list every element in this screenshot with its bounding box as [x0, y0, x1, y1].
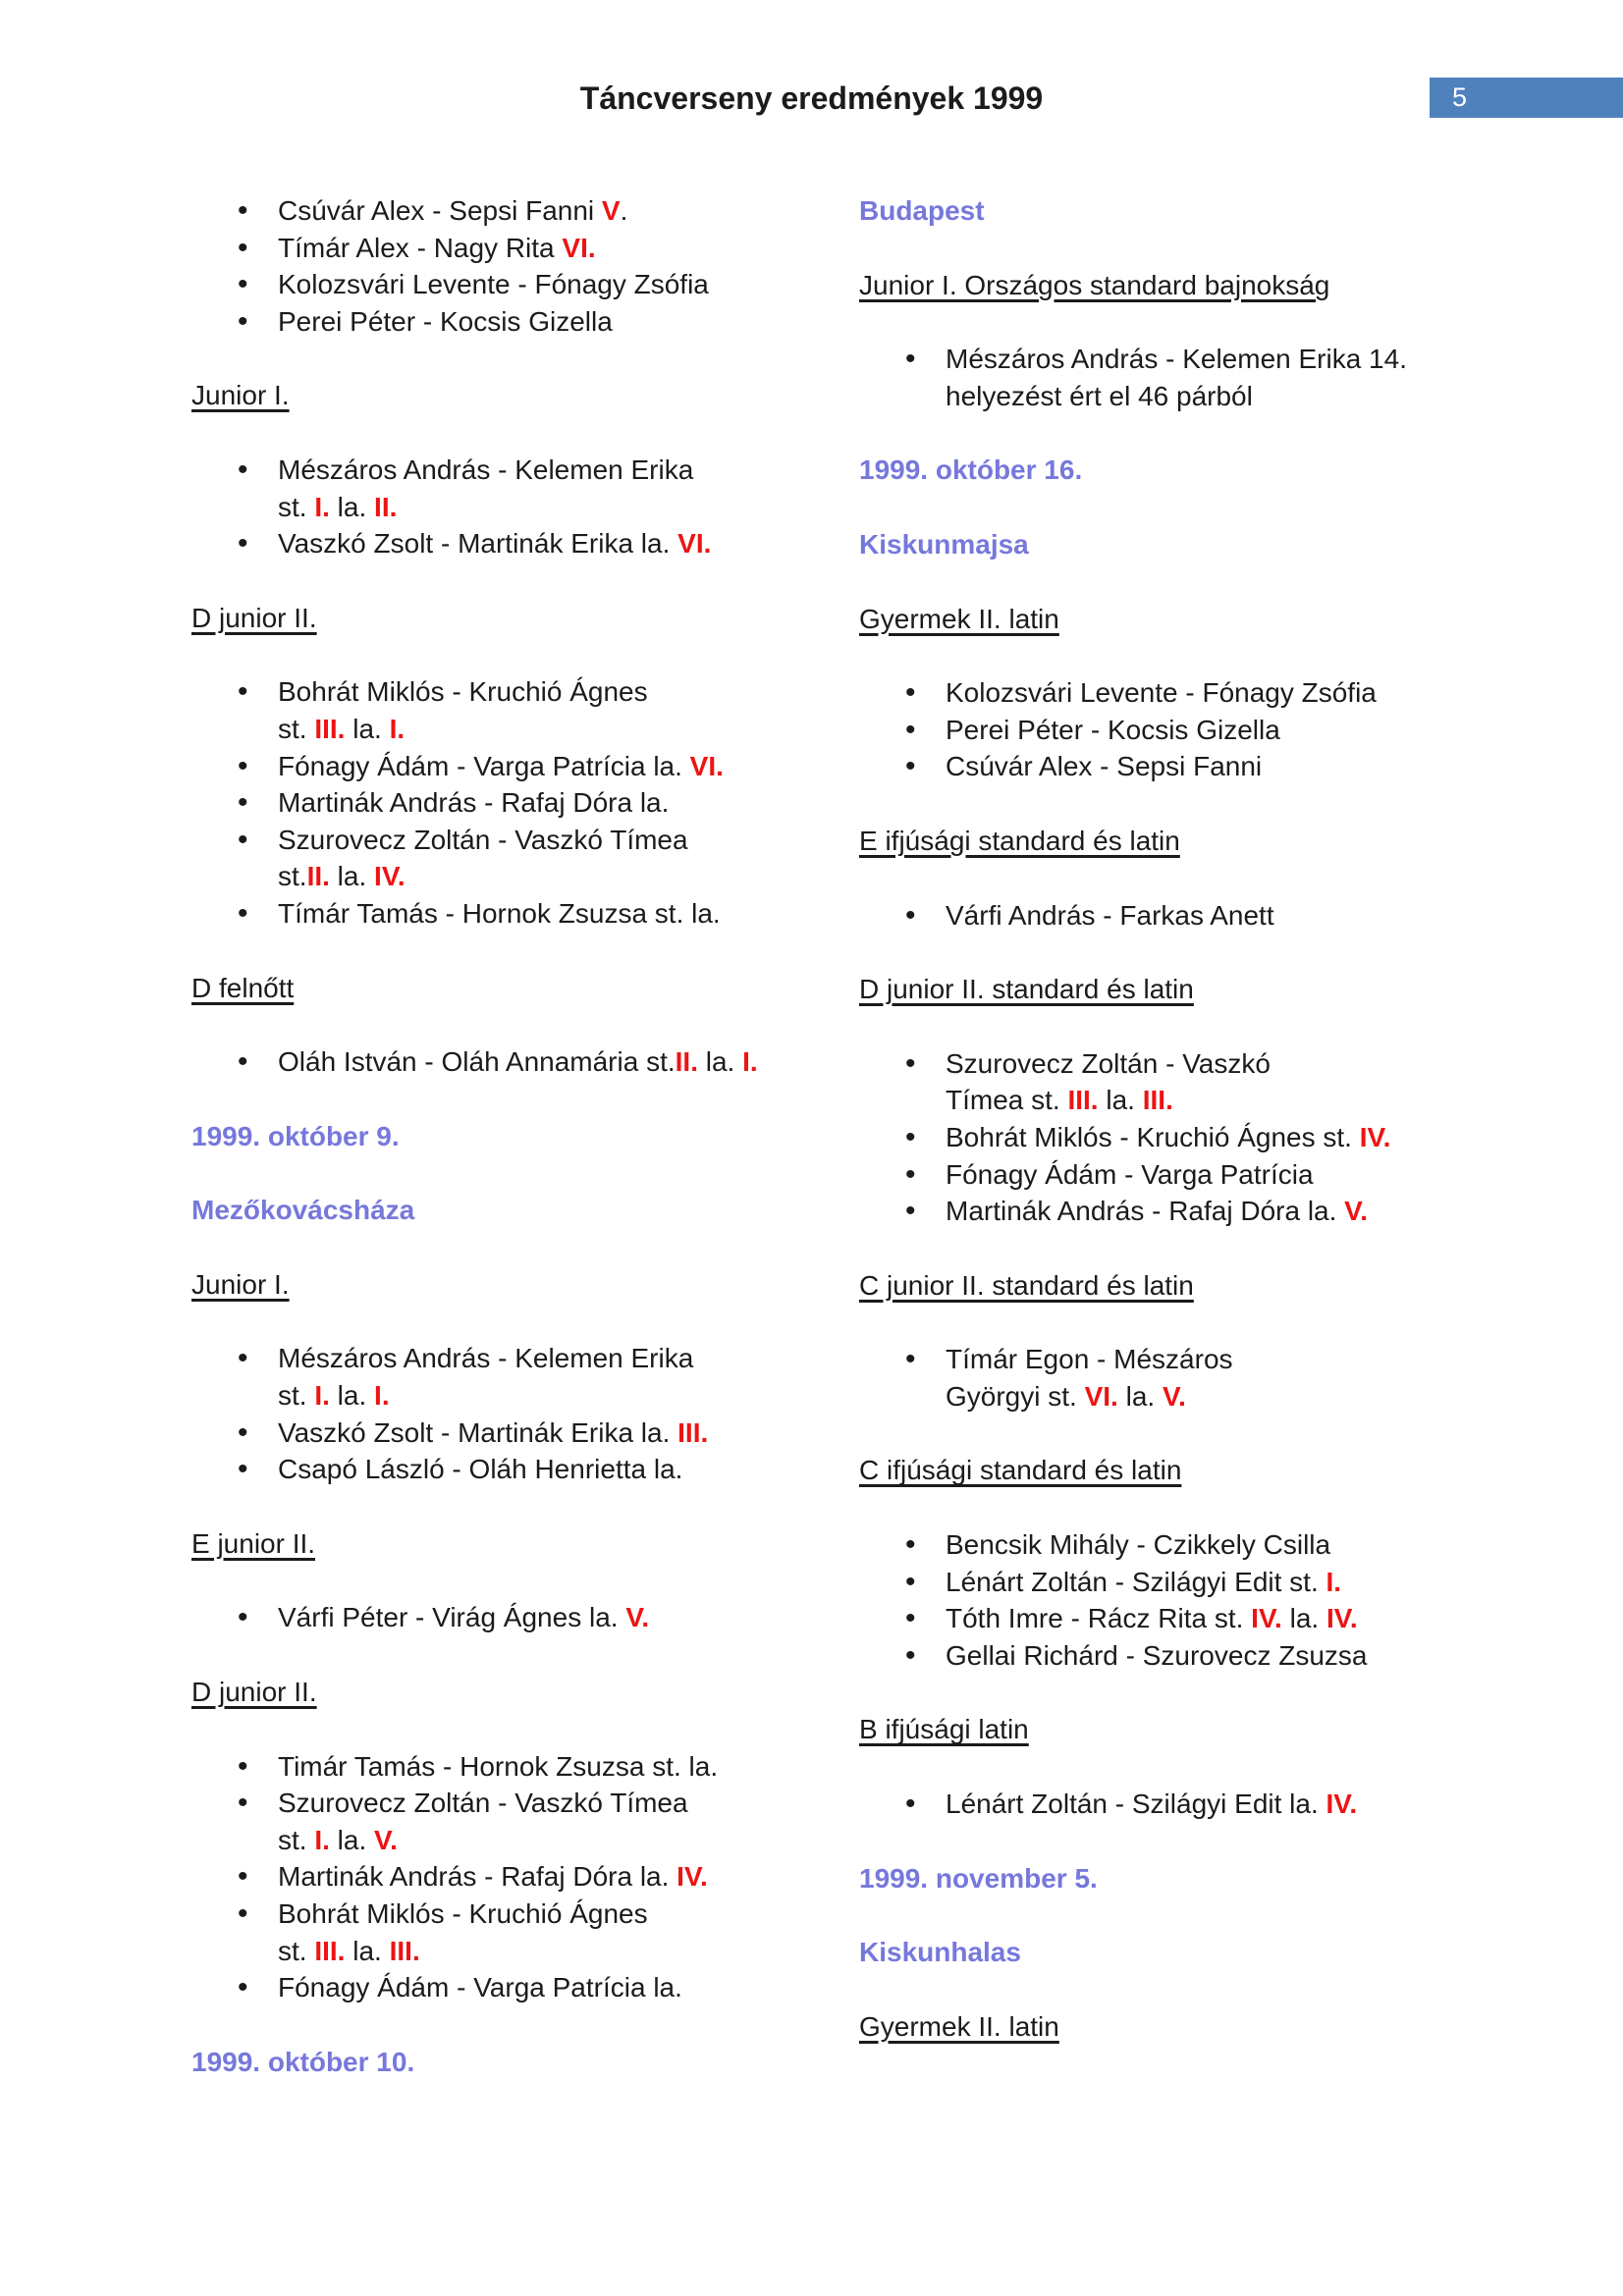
rank-red: IV.	[676, 1861, 708, 1893]
right-column	[859, 192, 1488, 2082]
text-segment: Timár Tamás - Hornok Zsuzsa st. la.	[278, 1750, 719, 1782]
list-item	[859, 1045, 1488, 1119]
list-item	[191, 1599, 820, 1636]
result-list	[859, 1341, 1488, 1415]
list-item	[859, 897, 1488, 934]
rank-red: III.	[314, 1935, 346, 1966]
result-list	[191, 1599, 820, 1636]
section-heading: C junior II. standard és latin	[859, 1269, 1194, 1301]
result-list	[859, 341, 1488, 414]
text-segment: Szurovecz Zoltán - Vaszkó Tímea	[278, 824, 688, 855]
list-item	[191, 303, 820, 341]
result-line	[946, 1526, 1488, 1564]
section-heading: Junior I. Országos standard bajnokság	[859, 269, 1330, 300]
text-segment: la.	[329, 1380, 375, 1412]
result-line	[278, 1785, 820, 1822]
rank-red: V.	[625, 1602, 650, 1633]
rank-red: VI.	[677, 528, 712, 560]
text-segment: Fónagy Ádám - Varga Patrícia la.	[278, 750, 690, 781]
text-segment: la.	[1117, 1380, 1163, 1412]
text-segment: Tímea st.	[946, 1085, 1068, 1116]
text-segment: la.	[1281, 1603, 1326, 1634]
list-item	[191, 748, 820, 785]
list-item	[859, 1600, 1488, 1637]
list-item	[191, 266, 820, 303]
result-line	[278, 266, 820, 303]
result-list	[191, 1340, 820, 1487]
result-line	[278, 1377, 820, 1415]
text-segment: Lénárt Zoltán - Szilágyi Edit la.	[946, 1789, 1326, 1820]
text-segment: Oláh István - Oláh Annamária st.	[278, 1046, 676, 1078]
list-item	[191, 1748, 820, 1786]
text-segment: la.	[329, 1824, 375, 1855]
list-item	[191, 1969, 820, 2006]
result-list	[859, 674, 1488, 785]
text-segment: Perei Péter - Kocsis Gizella	[946, 714, 1280, 745]
text-segment: Fónagy Ádám - Varga Patrícia la.	[278, 1972, 682, 2003]
result-line	[278, 1451, 820, 1488]
rank-red: IV.	[1325, 1789, 1358, 1820]
result-line	[278, 822, 820, 859]
section-heading: E ifjúsági standard és latin	[859, 825, 1180, 856]
text-segment: st.	[278, 1824, 315, 1855]
result-list	[859, 1786, 1488, 1823]
list-item	[859, 1637, 1488, 1675]
text-segment: Györgyi st.	[946, 1380, 1085, 1412]
list-item	[191, 525, 820, 562]
result-line	[946, 1564, 1488, 1601]
city-heading: Kiskunhalas	[859, 1937, 1021, 1968]
result-list	[191, 1748, 820, 2006]
list-item	[191, 192, 820, 230]
rank-red: I.	[314, 1824, 330, 1855]
list-item	[191, 1415, 820, 1452]
rank-red: II.	[374, 491, 398, 522]
list-item	[191, 1043, 820, 1081]
result-list	[859, 1045, 1488, 1230]
section-heading: D junior II.	[191, 602, 317, 633]
rank-red: VI.	[1084, 1380, 1118, 1412]
text-segment: Kolozsvári Levente - Fónagy Zsófia	[946, 677, 1377, 709]
result-line	[278, 525, 820, 562]
text-segment: helyezést ért el 46 párból	[946, 380, 1253, 411]
text-segment: Tóth Imre - Rácz Rita st.	[946, 1603, 1252, 1634]
result-line	[278, 1340, 820, 1377]
rank-red: IV.	[1325, 1603, 1358, 1634]
list-item	[859, 1564, 1488, 1601]
section-heading: D felnőtt	[191, 972, 295, 1003]
list-item	[859, 1119, 1488, 1156]
text-segment: Vaszkó Zsolt - Martinák Erika la.	[278, 1416, 678, 1448]
result-list	[191, 192, 820, 340]
list-item	[191, 1340, 820, 1414]
rank-red: I.	[742, 1046, 758, 1078]
rank-red: V	[601, 195, 621, 226]
rank-red: I.	[1325, 1566, 1342, 1597]
result-line	[278, 1858, 820, 1896]
text-segment: la.	[329, 861, 375, 892]
text-segment: Bencsik Mihály - Czikkely Csilla	[946, 1529, 1331, 1561]
result-line	[946, 1637, 1488, 1675]
list-item	[191, 895, 820, 933]
page-number: 5	[1452, 82, 1468, 112]
rank-red: II.	[675, 1046, 698, 1078]
section-heading: Gyermek II. latin	[859, 2010, 1059, 2042]
result-line	[278, 1748, 820, 1786]
result-list	[859, 1526, 1488, 1674]
city-heading: Budapest	[859, 195, 985, 226]
section-heading: E junior II.	[191, 1527, 316, 1559]
result-line	[946, 1378, 1488, 1415]
text-segment: st.	[278, 713, 315, 744]
rank-red: I.	[389, 713, 406, 744]
list-item	[859, 341, 1488, 414]
page-title: Táncverseny eredmények 1999	[579, 80, 1044, 116]
text-segment: Martinák András - Rafaj Dóra la.	[278, 1861, 677, 1893]
text-segment: la.	[345, 713, 390, 744]
text-segment: la.	[345, 1935, 390, 1966]
text-segment: Perei Péter - Kocsis Gizella	[278, 305, 613, 337]
result-line	[278, 673, 820, 711]
text-segment: Mészáros András - Kelemen Erika	[278, 1343, 694, 1374]
rank-red: III.	[1067, 1085, 1099, 1116]
city-heading: Kiskunmajsa	[859, 528, 1029, 560]
text-segment: Martinák András - Rafaj Dóra la.	[946, 1196, 1345, 1227]
section-heading: C ifjúsági standard és latin	[859, 1455, 1182, 1486]
result-line	[278, 1933, 820, 1970]
text-segment: st.	[278, 491, 315, 522]
page-number-badge	[1430, 78, 1623, 118]
result-line	[946, 1786, 1488, 1823]
text-segment: Martinák András - Rafaj Dóra la.	[278, 787, 670, 819]
text-segment: Csúvár Alex - Sepsi Fanni	[946, 751, 1263, 782]
section-heading: D junior II. standard és latin	[859, 974, 1194, 1005]
rank-red: V.	[1162, 1380, 1186, 1412]
result-line	[278, 858, 820, 895]
result-line	[946, 712, 1488, 749]
rank-red: IV.	[1359, 1121, 1391, 1152]
rank-red: V.	[374, 1824, 398, 1855]
left-column	[191, 192, 820, 2117]
text-segment: Fónagy Ádám - Varga Patrícia	[946, 1158, 1314, 1190]
text-segment: la.	[697, 1046, 743, 1078]
text-segment: Tímár Alex - Nagy Rita	[278, 232, 563, 263]
result-list	[191, 673, 820, 932]
list-item	[191, 452, 820, 525]
section-heading: Gyermek II. latin	[859, 603, 1059, 634]
result-line	[278, 1599, 820, 1636]
list-item	[859, 1786, 1488, 1823]
list-item	[191, 1451, 820, 1488]
result-line	[278, 1415, 820, 1452]
text-segment: st.	[278, 861, 307, 892]
result-line	[946, 341, 1488, 378]
result-line	[278, 230, 820, 267]
rank-red: IV.	[374, 861, 406, 892]
rank-red: VI.	[689, 750, 724, 781]
text-segment: Várfi András - Farkas Anett	[946, 899, 1274, 931]
result-line	[946, 1045, 1488, 1083]
list-item	[859, 1193, 1488, 1230]
rank-red: III.	[314, 713, 346, 744]
date-heading: 1999. november 5.	[859, 1862, 1098, 1894]
text-segment: Gellai Richárd - Szurovecz Zsuzsa	[946, 1639, 1368, 1671]
text-segment: Mészáros András - Kelemen Erika	[278, 454, 694, 485]
text-segment: Várfi Péter - Virág Ágnes la.	[278, 1602, 626, 1633]
text-segment: Vaszkó Zsolt - Martinák Erika la.	[278, 528, 678, 560]
result-line	[278, 192, 820, 230]
result-line	[946, 1193, 1488, 1230]
text-segment: Csúvár Alex - Sepsi Fanni	[278, 195, 602, 226]
result-line	[946, 897, 1488, 934]
rank-red: IV.	[1251, 1603, 1282, 1634]
list-item	[859, 1341, 1488, 1415]
text-segment: st.	[278, 1935, 315, 1966]
list-item	[191, 230, 820, 267]
text-segment: Bohrát Miklós - Kruchió Ágnes st.	[946, 1121, 1360, 1152]
result-line	[278, 1969, 820, 2006]
result-line	[946, 1341, 1488, 1378]
text-segment: la.	[329, 491, 375, 522]
result-line	[278, 748, 820, 785]
rank-red: III.	[677, 1416, 709, 1448]
text-segment: Lénárt Zoltán - Szilágyi Edit st.	[946, 1566, 1326, 1597]
result-line	[278, 452, 820, 489]
list-item	[859, 712, 1488, 749]
list-item	[859, 674, 1488, 712]
text-segment: .	[620, 195, 628, 226]
result-line	[278, 303, 820, 341]
result-line	[946, 1600, 1488, 1637]
text-segment: Kolozsvári Levente - Fónagy Zsófia	[278, 269, 709, 300]
result-line	[946, 378, 1488, 415]
rank-red: VI.	[562, 232, 596, 263]
text-segment: Tímár Tamás - Hornok Zsuzsa st. la.	[278, 897, 721, 929]
section-heading: B ifjúsági latin	[859, 1714, 1029, 1745]
rank-red: V.	[1344, 1196, 1369, 1227]
text-segment: Bohrát Miklós - Kruchió Ágnes	[278, 1898, 648, 1929]
result-line	[946, 674, 1488, 712]
result-line	[278, 784, 820, 822]
rank-red: III.	[1142, 1085, 1173, 1116]
text-segment: Szurovecz Zoltán - Vaszkó	[946, 1047, 1271, 1079]
text-segment: Mészáros András - Kelemen Erika 14.	[946, 344, 1407, 375]
text-segment: Csapó László - Oláh Henrietta la.	[278, 1454, 683, 1485]
result-line	[278, 1896, 820, 1933]
list-item	[859, 1526, 1488, 1564]
section-heading: Junior I.	[191, 380, 290, 411]
list-item	[191, 673, 820, 747]
rank-red: I.	[374, 1380, 390, 1412]
text-segment: st.	[278, 1380, 315, 1412]
section-heading: D junior II.	[191, 1677, 317, 1708]
rank-red: I.	[314, 1380, 330, 1412]
text-segment: Bohrát Miklós - Kruchió Ágnes	[278, 676, 648, 708]
section-heading: Junior I.	[191, 1268, 290, 1300]
rank-red: II.	[306, 861, 330, 892]
result-line	[946, 1156, 1488, 1194]
result-line	[946, 1082, 1488, 1119]
result-line	[278, 711, 820, 748]
result-line	[278, 1043, 820, 1081]
text-segment: Szurovecz Zoltán - Vaszkó Tímea	[278, 1788, 688, 1819]
list-item	[191, 822, 820, 895]
result-line	[278, 489, 820, 526]
result-list	[191, 1043, 820, 1081]
result-line	[278, 895, 820, 933]
text-segment: la.	[1098, 1085, 1143, 1116]
date-heading: 1999. október 16.	[859, 454, 1083, 486]
date-heading: 1999. október 9.	[191, 1120, 400, 1151]
result-list	[859, 897, 1488, 934]
text-segment: Tímár Egon - Mészáros	[946, 1344, 1233, 1375]
list-item	[191, 1785, 820, 1858]
list-item	[191, 1896, 820, 1969]
list-item	[859, 748, 1488, 785]
rank-red: I.	[314, 491, 330, 522]
city-heading: Mezőkovácsháza	[191, 1195, 415, 1226]
result-line	[278, 1822, 820, 1859]
list-item	[859, 1156, 1488, 1194]
result-list	[191, 452, 820, 562]
result-line	[946, 748, 1488, 785]
date-heading: 1999. október 10.	[191, 2046, 415, 2077]
list-item	[191, 784, 820, 822]
result-line	[946, 1119, 1488, 1156]
list-item	[191, 1858, 820, 1896]
rank-red: III.	[389, 1935, 420, 1966]
